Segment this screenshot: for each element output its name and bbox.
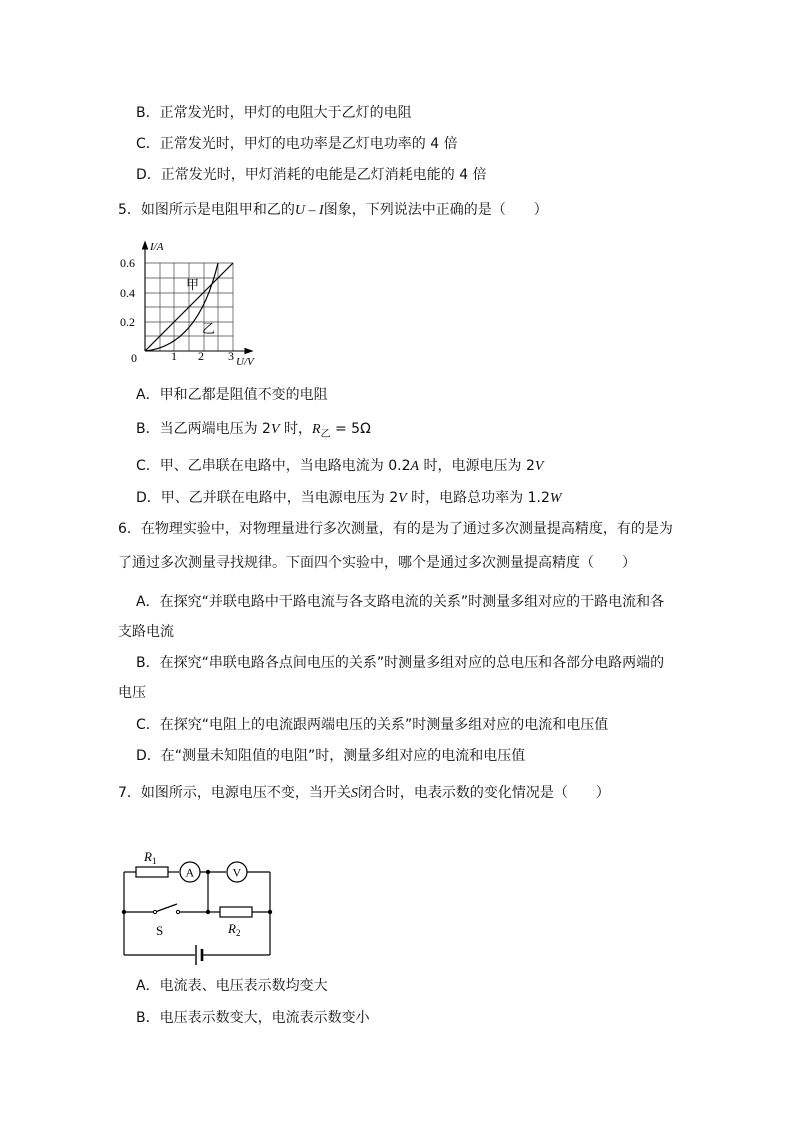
curve-jia-label: 甲 <box>186 278 200 293</box>
r2-label: $R_2$ <box>228 921 241 938</box>
q5-d-unit1: V <box>398 491 407 506</box>
q7-circuit-diagram <box>118 842 283 968</box>
q5-b-r: R <box>311 422 321 437</box>
q5-b-post: = 5Ω <box>330 421 371 437</box>
x-tick-1: 1 <box>171 349 177 363</box>
q7-option-b: B．电压表示数变大，电流表示数变小 <box>136 1010 370 1026</box>
q7-stem-var: S <box>350 786 358 801</box>
x-axis-label: U/V <box>236 356 254 368</box>
q5-option-b <box>136 419 371 445</box>
q5-stem <box>118 200 548 221</box>
y-axis-label: I/A <box>150 241 164 253</box>
switch-label: S <box>156 923 164 938</box>
q5-c-pre: C．甲、乙串联在电路中，当电路电流为 0.2 <box>136 458 411 474</box>
q5-d-mid: 时，电路总功率为 1.2 <box>406 490 550 506</box>
q5-b-sub: 乙 <box>320 428 331 440</box>
x-tick-3: 3 <box>228 349 234 363</box>
q5-b-mid: 时， <box>279 421 312 437</box>
q6-option-b-line2: 电压 <box>118 685 146 701</box>
x-tick-0: 0 <box>131 351 137 365</box>
q6-option-a-line1: A．在探究“并联电路中干路电流与各支路电流的关系”时测量多组对应的干路电流和各 <box>136 594 665 610</box>
q5-option-d <box>136 488 562 509</box>
ammeter-label: A <box>185 865 195 880</box>
q5-b-unit: V <box>270 422 280 437</box>
y-tick-0-4: 0.4 <box>120 286 135 300</box>
q5-stem-post: 图象，下列说法中正确的是（ ） <box>323 202 548 218</box>
curve-yi-label: 乙 <box>202 322 216 337</box>
q5-b-pre: B．当乙两端电压为 2 <box>136 421 271 437</box>
battery-icon <box>196 945 202 965</box>
q5-option-c <box>136 456 543 477</box>
q5-c-unit1: A <box>410 459 420 474</box>
q5-d-unit2: W <box>549 491 562 506</box>
prev-option-c: C．正常发光时，甲灯的电功率是乙灯电功率的 4 倍 <box>136 136 458 152</box>
y-tick-0-2: 0.2 <box>120 315 135 329</box>
q5-option-a: A．甲和乙都是阻值不变的电阻 <box>136 387 328 403</box>
q7-stem-post: 闭合时，电表示数的变化情况是（ ） <box>357 785 610 801</box>
q6-stem-line1: 6．在物理实验中，对物理量进行多次测量，有的是为了通过多次测量提高精度，有的是为 <box>118 521 673 537</box>
q5-stem-pre: 5．如图所示是电阻甲和乙的 <box>118 202 295 218</box>
q6-option-d: D．在“测量未知阻值的电阻”时，测量多组对应的电流和电压值 <box>136 748 526 764</box>
q5-c-unit2: V <box>534 459 544 474</box>
q7-stem <box>118 783 610 804</box>
q5-stem-math: U – I <box>294 203 324 218</box>
q5-c-mid: 时，电源电压为 2 <box>419 458 535 474</box>
x-tick-2: 2 <box>198 349 204 363</box>
resistor-r1 <box>136 867 168 877</box>
r1-label: $R_1$ <box>144 849 157 866</box>
y-tick-0-6: 0.6 <box>120 256 135 270</box>
resistor-r2 <box>220 907 252 917</box>
prev-option-b: B．正常发光时，甲灯的电阻大于乙灯的电阻 <box>136 105 412 121</box>
voltmeter-label: V <box>232 865 242 880</box>
q5-d-pre: D．甲、乙并联在电路中，当电源电压为 2 <box>136 490 399 506</box>
prev-option-d: D．正常发光时，甲灯消耗的电能是乙灯消耗电能的 4 倍 <box>136 167 487 183</box>
q6-stem-line2: 了通过多次测量寻找规律。下面四个实验中，哪个是通过多次测量提高精度（ ） <box>118 555 636 571</box>
q6-option-b-line1: B．在探究“串联电路各点间电压的关系”时测量多组对应的总电压和各部分电路两端的 <box>136 655 665 671</box>
switch-blade <box>155 904 177 912</box>
q7-stem-pre: 7．如图所示，电源电压不变，当开关 <box>118 785 351 801</box>
q6-option-c: C．在探究“电阻上的电流跟两端电压的关系”时测量多组对应的电流和电压值 <box>136 717 609 733</box>
q5-ui-graph <box>118 238 268 370</box>
q7-option-a: A．电流表、电压表示数均变大 <box>136 978 328 994</box>
q6-option-a-line2: 支路电流 <box>118 624 174 640</box>
